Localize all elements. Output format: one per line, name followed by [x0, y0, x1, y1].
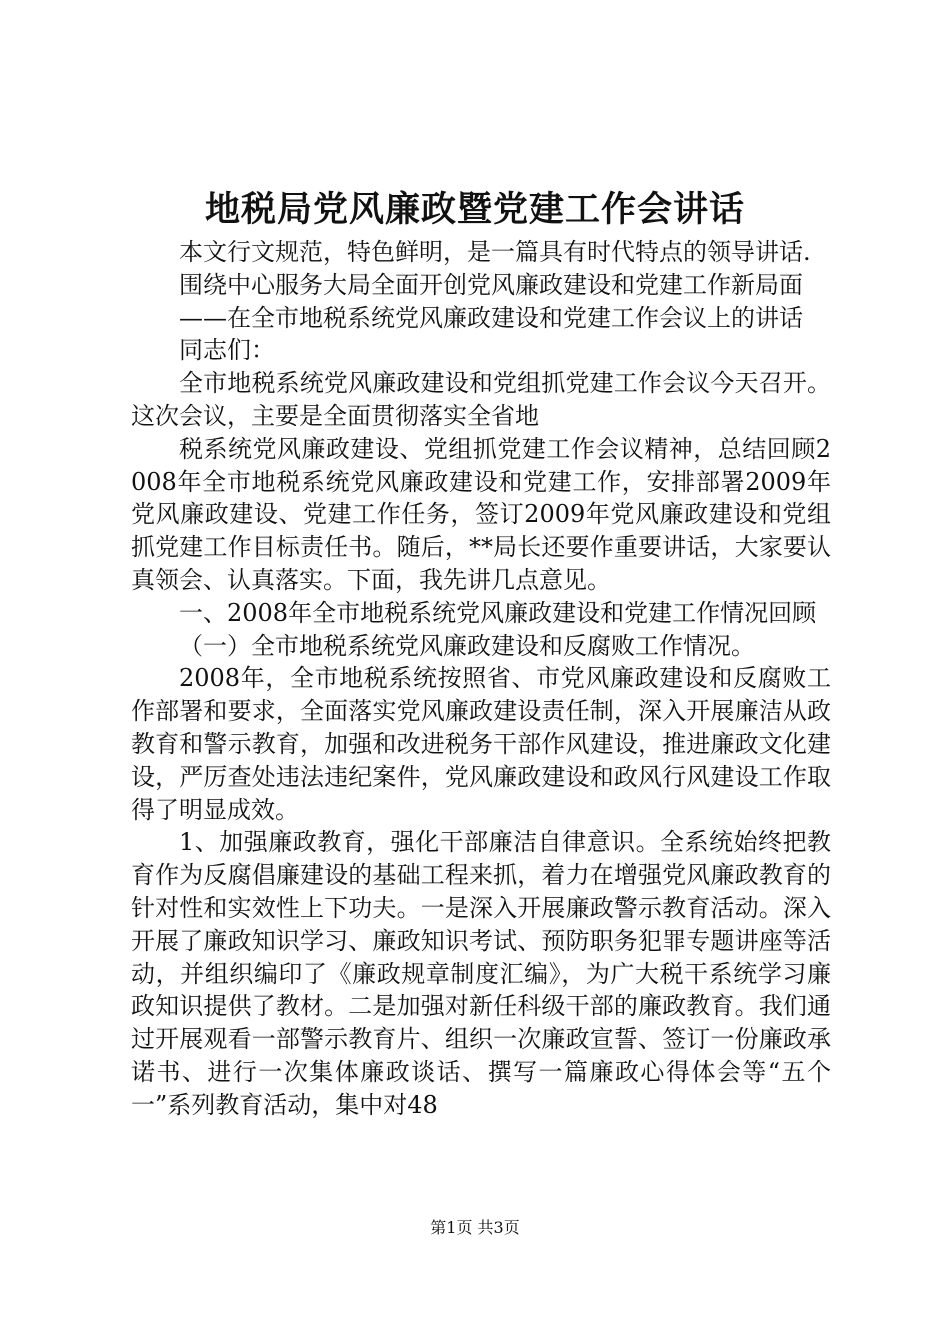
- subsection-heading: （一）全市地税系统党风廉政建设和反腐败工作情况。: [179, 631, 755, 660]
- body-paragraph: 1、加强廉政教育，强化干部廉洁自律意识。全系统始终把教育作为反腐倡廉建设的基础工程来抓，着力在增强党风廉政教育的针对性和实效性上下功夫。一是深入开展廉政警示教育活动。深入开展了廉政知识学习、廉政知识考试、预防职务犯罪专题讲座等活动，并组织编印了《廉政规章制度汇编》，为广大税干系统学习廉政知识提供了教材。二是加强对新任科级干部的廉政教育。我们通过开展观看一部警示教育片、组织一次廉政宣誓、签订一份廉政承诺书、进行一次集体廉政谈话、撰写一篇廉政心得体会等“五个一”系列教育活动，集中对48: [131, 828, 831, 1119]
- document-body: [131, 236, 831, 1122]
- body-paragraph: 2008年，全市地税系统按照省、市党风廉政建设和反腐败工作部署和要求，全面落实党风廉政建设责任制，深入开展廉洁从政教育和警示教育，加强和改进税务干部作风建设，推进廉政文化建设，严厉查处违法违纪案件，党风廉政建设和政风行风建设工作取得了明显成效。: [131, 664, 831, 824]
- section-heading: 一、2008年全市地税系统党风廉政建设和党建工作情况回顾: [179, 598, 817, 627]
- body-paragraph: 税系统党风廉政建设、党组抓党建工作会议精神，总结回顾2008年全市地税系统党风廉政建设和党建工作，安排部署2009年党风廉政建设、党建工作任务，签订2009年党风廉政建设和党组抓党建工作目标责任书。随后，**局长还要作重要讲话，大家要认真领会、认真落实。下面，我先讲几点意见。: [131, 434, 831, 594]
- document-title: 地税局党风廉政暨党建工作会讲话: [204, 189, 745, 230]
- salutation: 同志们：: [179, 336, 275, 365]
- speech-heading: 围绕中心服务大局全面开创党风廉政建设和党建工作新局面: [179, 270, 803, 299]
- body-paragraph: 全市地税系统党风廉政建设和党组抓党建工作会议今天召开。这次会议，主要是全面贯彻落实全省地: [131, 369, 831, 430]
- intro-paragraph: 本文行文规范，特色鲜明，是一篇具有时代特点的领导讲话.: [179, 238, 811, 266]
- speech-subheading: ——在全市地税系统党风廉政建设和党建工作会议上的讲话: [179, 303, 803, 332]
- page-footer: 第1页 共3页: [430, 1218, 520, 1237]
